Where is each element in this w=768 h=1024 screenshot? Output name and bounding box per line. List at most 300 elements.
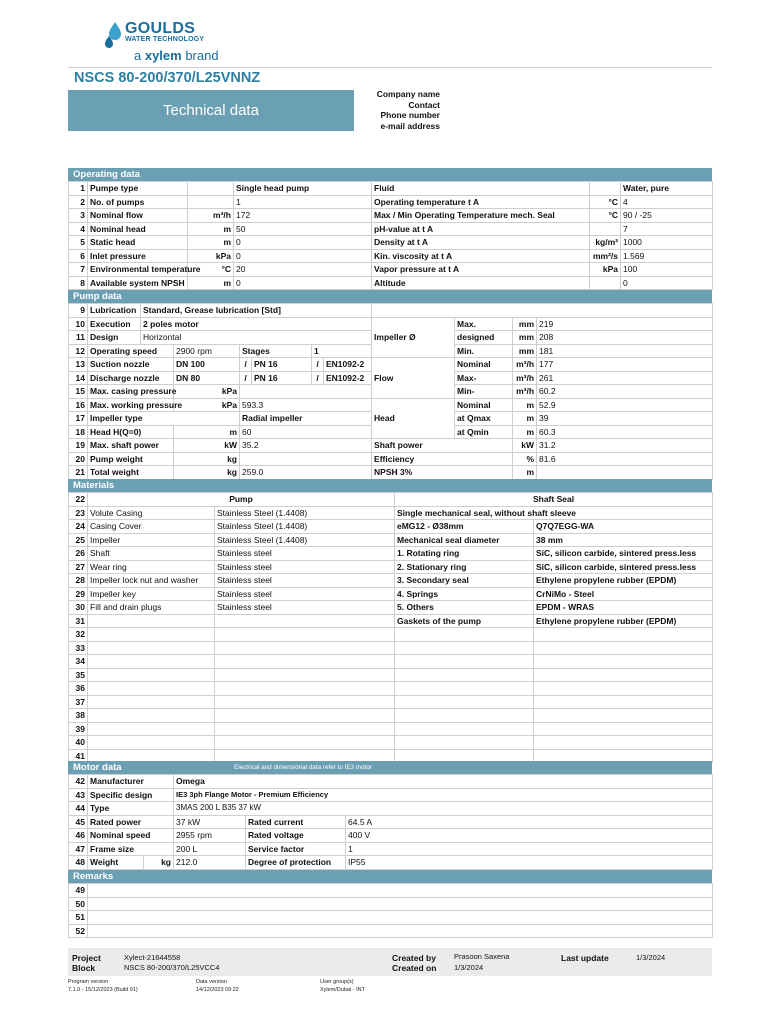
material-part: Impeller <box>88 533 215 547</box>
table-row <box>69 506 713 520</box>
table-row <box>69 574 713 588</box>
brand-tagline-prefix: a <box>134 48 145 63</box>
cell-value: 261 <box>537 371 713 385</box>
material-value: Stainless steel <box>215 574 395 588</box>
cell-unit: kW <box>513 439 537 453</box>
table-row <box>69 829 713 843</box>
material-value <box>215 682 395 696</box>
pump-data-table <box>68 303 713 480</box>
seal-value: Ethylene propylene rubber (EPDM) <box>534 614 713 628</box>
seal-label: Gaskets of the pump <box>395 614 534 628</box>
cell-value: 1 <box>346 842 713 856</box>
seal-label: Single mechanical seal, without shaft sleeve <box>395 506 713 520</box>
cell-value: 0 <box>234 236 372 250</box>
cell-value: IE3 3ph Flange Motor - Premium Efficiency <box>174 788 713 802</box>
company-info-labels <box>360 89 440 131</box>
water-drops-logo-icon <box>104 20 124 50</box>
seal-value: Ethylene propylene rubber (EPDM) <box>534 574 713 588</box>
nozzle-standard: EN1092-2 <box>324 371 372 385</box>
cell-label: NPSH 3% <box>372 466 513 480</box>
seal-label: 4. Springs <box>395 587 534 601</box>
cell-label: at Qmin <box>455 425 513 439</box>
brand-tagline <box>134 48 219 63</box>
cell-unit: m³/h <box>188 209 234 223</box>
cell-label: Available system NPSH <box>88 276 188 290</box>
email-address-label: e-mail address <box>380 120 440 131</box>
cell-unit: mm <box>513 344 537 358</box>
program-version-label: Program version <box>68 979 109 985</box>
material-part <box>88 655 215 669</box>
row-number: 25 <box>69 533 88 547</box>
table-row <box>69 884 713 898</box>
pump-materials-heading: Pump <box>88 493 395 507</box>
table-row <box>69 263 713 277</box>
seal-label <box>395 628 534 642</box>
cell-label: Weight <box>88 856 144 870</box>
cell-label: Specific design <box>88 788 174 802</box>
cell-label: Density at t A <box>372 236 590 250</box>
seal-label: 5. Others <box>395 601 534 615</box>
row-number: 9 <box>69 304 88 318</box>
material-value: Stainless steel <box>215 601 395 615</box>
cell-value: Single head pump <box>234 182 372 196</box>
row-number: 43 <box>69 788 88 802</box>
cell-label: Head H(Q=0) <box>88 425 174 439</box>
cell-unit: kW <box>174 439 240 453</box>
cell-label: Rated power <box>88 815 174 829</box>
cell-value <box>240 452 372 466</box>
table-row <box>69 641 713 655</box>
cell-value: 2900 rpm <box>174 344 240 358</box>
cell-unit: mm²/s <box>590 249 621 263</box>
nozzle-dn: DN 100 <box>174 358 240 372</box>
cell-value: 259.0 <box>240 466 372 480</box>
table-row <box>69 547 713 561</box>
cell-label: pH-value at t A <box>372 222 590 236</box>
cell-label: Rated voltage <box>246 829 346 843</box>
material-value: Stainless Steel (1.4408) <box>215 533 395 547</box>
row-number: 26 <box>69 547 88 561</box>
cell-unit: m³/h <box>513 385 537 399</box>
nozzle-standard: EN1092-2 <box>324 358 372 372</box>
table-row <box>69 815 713 829</box>
table-row <box>69 398 713 412</box>
seal-label: 3. Secondary seal <box>395 574 534 588</box>
nozzle-pn: PN 16 <box>252 371 312 385</box>
section-operating-data <box>68 168 712 181</box>
row-number: 40 <box>69 736 88 750</box>
row-number: 28 <box>69 574 88 588</box>
section-pump-data <box>68 290 712 303</box>
banner-title: Technical data <box>163 102 259 119</box>
row-number: 20 <box>69 452 88 466</box>
row-number: 21 <box>69 466 88 480</box>
row-number: 18 <box>69 425 88 439</box>
seal-label <box>395 641 534 655</box>
material-value <box>215 695 395 709</box>
row-number: 3 <box>69 209 88 223</box>
row-number: 23 <box>69 506 88 520</box>
cell-value: 60 <box>240 425 372 439</box>
row-number: 51 <box>69 911 88 925</box>
cell-label: Min- <box>455 385 513 399</box>
table-row <box>69 317 713 331</box>
table-row <box>69 209 713 223</box>
cell-value: 3MAS 200 L B35 37 kW <box>174 802 713 816</box>
table-row <box>69 614 713 628</box>
table-row <box>69 493 713 507</box>
created-by-value: Prasoon Saxena <box>454 952 510 961</box>
row-number: 36 <box>69 682 88 696</box>
section-title: Motor data <box>73 762 122 773</box>
table-row <box>69 682 713 696</box>
cell-label: Environmental temperature <box>88 263 188 277</box>
cell-label: Nominal <box>455 358 513 372</box>
seal-value <box>534 628 713 642</box>
cell-value: 219 <box>537 317 713 331</box>
cell-label: Operating speed <box>88 344 174 358</box>
cell-value: 593.3 <box>240 398 372 412</box>
seal-value <box>534 641 713 655</box>
row-number: 47 <box>69 842 88 856</box>
material-value <box>215 614 395 628</box>
row-number: 17 <box>69 412 88 426</box>
cell-label: Max- <box>455 371 513 385</box>
table-row <box>69 802 713 816</box>
cell-label: Max. working pressure <box>88 398 174 412</box>
material-value: Stainless Steel (1.4408) <box>215 506 395 520</box>
seal-label: 1. Rotating ring <box>395 547 534 561</box>
table-row <box>69 560 713 574</box>
cell-unit: °C <box>590 209 621 223</box>
cell-label: No. of pumps <box>88 195 188 209</box>
cell-value: 50 <box>234 222 372 236</box>
cell-unit: mm <box>513 317 537 331</box>
technical-data-banner <box>68 90 354 131</box>
model-title: NSCS 80-200/370/L25VNNZ <box>74 70 261 86</box>
material-part <box>88 736 215 750</box>
table-row <box>69 695 713 709</box>
seal-value: EPDM - WRAS <box>534 601 713 615</box>
cell-label: Total weight <box>88 466 174 480</box>
row-number: 49 <box>69 884 88 898</box>
table-row <box>69 587 713 601</box>
remark-cell <box>88 897 713 911</box>
cell-value: 60.3 <box>537 425 713 439</box>
cell-unit <box>590 222 621 236</box>
row-number: 32 <box>69 628 88 642</box>
cell-value: 172 <box>234 209 372 223</box>
cell-label: Nominal <box>455 398 513 412</box>
seal-label <box>395 709 534 723</box>
section-remarks <box>68 870 712 883</box>
cell-value: 0 <box>234 249 372 263</box>
row-number: 4 <box>69 222 88 236</box>
row-number: 13 <box>69 358 88 372</box>
shaft-seal-heading: Shaft Seal <box>395 493 713 507</box>
cell-unit <box>188 195 234 209</box>
separator: / <box>312 358 324 372</box>
table-row <box>69 466 713 480</box>
cell-unit: m <box>513 466 537 480</box>
row-number: 29 <box>69 587 88 601</box>
material-value <box>215 628 395 642</box>
cell-label: Shaft power <box>372 439 513 453</box>
cell-value: 20 <box>234 263 372 277</box>
nozzle-pn: PN 16 <box>252 358 312 372</box>
last-update-label: Last update <box>561 953 609 963</box>
table-row <box>69 897 713 911</box>
table-row <box>69 249 713 263</box>
cell-unit <box>188 182 234 196</box>
row-number: 10 <box>69 317 88 331</box>
material-part <box>88 614 215 628</box>
cell-label: Suction nozzle <box>88 358 174 372</box>
cell-value: Horizontal <box>141 331 372 345</box>
head-group-label: Head <box>372 398 455 439</box>
cell-value: 52.9 <box>537 398 713 412</box>
row-number: 50 <box>69 897 88 911</box>
remark-cell <box>88 884 713 898</box>
cell-value: 181 <box>537 344 713 358</box>
section-materials <box>68 479 712 492</box>
cell-unit <box>590 182 621 196</box>
table-row <box>69 601 713 615</box>
material-part: Wear ring <box>88 560 215 574</box>
material-value <box>215 736 395 750</box>
table-row <box>69 182 713 196</box>
seal-value <box>534 695 713 709</box>
remarks-table <box>68 883 713 938</box>
remark-cell <box>88 924 713 938</box>
row-number: 45 <box>69 815 88 829</box>
table-row <box>69 911 713 925</box>
table-row <box>69 722 713 736</box>
seal-label <box>395 722 534 736</box>
material-part: Shaft <box>88 547 215 561</box>
cell-label: Inlet pressure <box>88 249 188 263</box>
material-part <box>88 695 215 709</box>
row-number: 39 <box>69 722 88 736</box>
row-number: 16 <box>69 398 88 412</box>
material-part <box>88 682 215 696</box>
material-value: Stainless steel <box>215 560 395 574</box>
cell-label: Operating temperature t A <box>372 195 590 209</box>
cell-label: Max / Min Operating Temperature mech. Seal <box>372 209 590 223</box>
cell-unit: kg/m³ <box>590 236 621 250</box>
cell-empty <box>372 304 713 318</box>
cell-unit: kg <box>144 856 174 870</box>
cell-value: Standard, Grease lubrication [Std] <box>141 304 372 318</box>
cell-unit: m <box>188 222 234 236</box>
material-value <box>215 668 395 682</box>
table-row <box>69 276 713 290</box>
cell-label: Discharge nozzle <box>88 371 174 385</box>
cell-label: Nominal speed <box>88 829 174 843</box>
seal-value <box>534 736 713 750</box>
header-divider <box>68 67 712 68</box>
row-number: 8 <box>69 276 88 290</box>
user-group-label: User group(s) <box>320 979 354 985</box>
row-number: 15 <box>69 385 88 399</box>
table-row <box>69 222 713 236</box>
cell-value: 1000 <box>621 236 713 250</box>
brand-subtitle: WATER TECHNOLOGY <box>125 36 205 43</box>
operating-data-table <box>68 181 713 290</box>
cell-label: Max. <box>455 317 513 331</box>
cell-unit: kPa <box>188 249 234 263</box>
cell-label: Nominal head <box>88 222 188 236</box>
row-number: 1 <box>69 182 88 196</box>
row-number: 5 <box>69 236 88 250</box>
row-number: 38 <box>69 709 88 723</box>
table-row <box>69 775 713 789</box>
cell-label: Stages <box>240 344 312 358</box>
seal-value <box>534 682 713 696</box>
project-label: Project <box>72 953 101 963</box>
cell-unit: kPa <box>174 398 240 412</box>
cell-value: 1 <box>312 344 372 358</box>
cell-value: 0 <box>621 276 713 290</box>
cell-value: 1.569 <box>621 249 713 263</box>
table-row <box>69 358 713 372</box>
cell-label: Max. shaft power <box>88 439 174 453</box>
cell-label: Lubrication <box>88 304 141 318</box>
section-title: Materials <box>73 480 115 491</box>
table-row <box>69 842 713 856</box>
row-number: 27 <box>69 560 88 574</box>
data-version-label: Data version <box>196 979 227 985</box>
table-row <box>69 195 713 209</box>
cell-value: 2955 rpm <box>174 829 246 843</box>
row-number: 35 <box>69 668 88 682</box>
section-title: Pump data <box>73 291 122 302</box>
cell-unit: m³/h <box>513 358 537 372</box>
cell-unit: kPa <box>174 385 240 399</box>
cell-value: 37 kW <box>174 815 246 829</box>
seal-value: CrNiMo - Steel <box>534 587 713 601</box>
cell-unit: m <box>513 412 537 426</box>
cell-unit: m <box>188 236 234 250</box>
cell-value: 81.6 <box>537 452 713 466</box>
table-row <box>69 856 713 870</box>
company-name-label: Company name <box>376 89 440 99</box>
cell-unit: °C <box>590 195 621 209</box>
row-number: 12 <box>69 344 88 358</box>
cell-unit: kg <box>174 466 240 480</box>
table-row <box>69 924 713 938</box>
cell-value: 212.0 <box>174 856 246 870</box>
material-part <box>88 628 215 642</box>
row-number: 24 <box>69 520 88 534</box>
row-number: 7 <box>69 263 88 277</box>
cell-unit: m <box>513 425 537 439</box>
cell-label: Execution <box>88 317 141 331</box>
seal-value <box>534 655 713 669</box>
cell-value: 208 <box>537 331 713 345</box>
seal-value: Q7Q7EGG-WA <box>534 520 713 534</box>
cell-label: Vapor pressure at t A <box>372 263 590 277</box>
table-row <box>69 736 713 750</box>
cell-label: Manufacturer <box>88 775 174 789</box>
project-value: Xylect-21644558 <box>124 953 181 962</box>
cell-value: 400 V <box>346 829 713 843</box>
seal-label <box>395 695 534 709</box>
table-row <box>69 655 713 669</box>
cell-unit: % <box>513 452 537 466</box>
seal-label: Mechanical seal diameter <box>395 533 534 547</box>
cell-label: Degree of protection <box>246 856 346 870</box>
cell-unit: m <box>513 398 537 412</box>
seal-value <box>534 722 713 736</box>
cell-value: 177 <box>537 358 713 372</box>
table-row <box>69 788 713 802</box>
row-number: 33 <box>69 641 88 655</box>
material-value: Stainless Steel (1.4408) <box>215 520 395 534</box>
material-value <box>215 655 395 669</box>
seal-label: eMG12 - Ø38mm <box>395 520 534 534</box>
separator: / <box>312 371 324 385</box>
cell-value: 1 <box>234 195 372 209</box>
document-header <box>0 0 768 140</box>
created-on-label: Created on <box>392 963 437 973</box>
cell-value: 31.2 <box>537 439 713 453</box>
brand-tagline-suffix: brand <box>181 48 219 63</box>
row-number: 48 <box>69 856 88 870</box>
material-part <box>88 641 215 655</box>
row-number: 37 <box>69 695 88 709</box>
cell-unit: m <box>188 276 234 290</box>
cell-value: 35.2 <box>240 439 372 453</box>
motor-note: Electrical and dimensional data refer to IE3 motor <box>234 764 372 771</box>
cell-value: 64.5 A <box>346 815 713 829</box>
seal-label: 2. Stationary ring <box>395 560 534 574</box>
row-number: 41 <box>69 749 88 763</box>
cell-label: Type <box>88 802 174 816</box>
section-motor-data <box>68 761 712 774</box>
cell-label: designed <box>455 331 513 345</box>
cell-label: Impeller type <box>88 412 240 426</box>
cell-value: 100 <box>621 263 713 277</box>
contact-label: Contact <box>408 99 440 110</box>
cell-label: Max. casing pressure <box>88 385 174 399</box>
impeller-group-label: Impeller Ø <box>372 317 455 358</box>
cell-value: 200 L <box>174 842 246 856</box>
material-value <box>215 641 395 655</box>
cell-unit: °C <box>188 263 234 277</box>
table-row <box>69 452 713 466</box>
brand-tagline-bold: xylem <box>144 48 182 63</box>
cell-label: Nominal flow <box>88 209 188 223</box>
material-value <box>215 722 395 736</box>
remark-cell <box>88 911 713 925</box>
seal-value: SiC, silicon carbide, sintered press.less <box>534 547 713 561</box>
phone-number-label: Phone number <box>380 110 440 120</box>
cell-value: 4 <box>621 195 713 209</box>
row-number: 6 <box>69 249 88 263</box>
data-version-value: 14/12/2023 09:22 <box>196 987 239 993</box>
row-number: 31 <box>69 614 88 628</box>
cell-label: Min. <box>455 344 513 358</box>
material-part: Fill and drain plugs <box>88 601 215 615</box>
created-on-value: 1/3/2024 <box>454 963 484 972</box>
brand-name: GOULDS <box>125 20 196 37</box>
cell-label: Pumpe type <box>88 182 188 196</box>
table-row <box>69 236 713 250</box>
table-row <box>69 709 713 723</box>
row-number: 2 <box>69 195 88 209</box>
table-row <box>69 628 713 642</box>
